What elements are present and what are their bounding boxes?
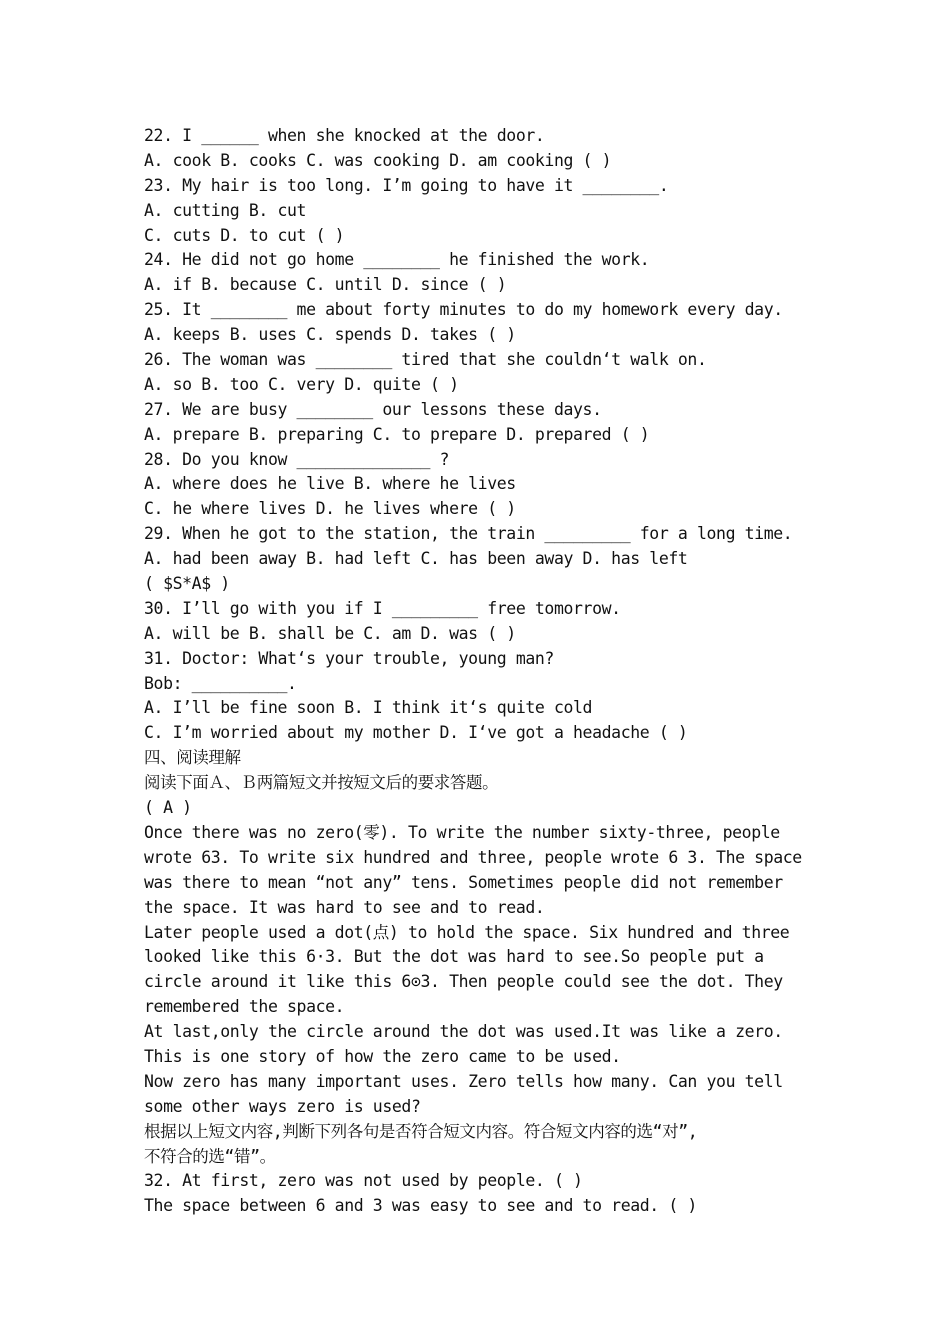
passage-line: the space. It was hard to see and to read.: [144, 897, 545, 917]
passage-line: At last,only the circle around the dot was used.It was like a zero.: [144, 1022, 783, 1042]
section-instructions: 阅读下面Ａ、Ｂ两篇短文并按短文后的要求答题。: [144, 773, 499, 793]
passage-line: Later people used a dot(点) to hold the space. Six hundred and three: [144, 922, 790, 942]
passage-a-label: ( A ): [144, 798, 192, 818]
question-29: 29. When he got to the station, the train _________ for a long time.: [144, 524, 793, 544]
question-31: 31. Doctor: What‘s your trouble, young man?: [144, 648, 554, 668]
question-26-options: A. so B. too C. very D. quite ( ): [144, 374, 459, 394]
passage-line: was there to mean “not any” tens. Sometimes people did not remember: [144, 872, 783, 892]
passage-line: remembered the space.: [144, 997, 345, 1017]
question-22: 22. I ______ when she knocked at the door.: [144, 126, 545, 145]
question-33: The space between 6 and 3 was easy to see and to read. ( ): [144, 1196, 697, 1216]
question-24: 24. He did not go home ________ he finished the work.: [144, 250, 650, 270]
question-26: 26. The woman was ________ tired that she couldn‘t walk on.: [144, 350, 707, 370]
passage-line: This is one story of how the zero came to be used.: [144, 1046, 621, 1066]
question-31-options-2: C. I’m worried about my mother D. I‘ve got a headache ( ): [144, 723, 688, 743]
question-28-options-1: A. where does he live B. where he lives: [144, 474, 516, 494]
question-23-options-1: A. cutting B. cut: [144, 200, 307, 220]
passage-line: wrote 63. To write six hundred and three, people wrote 6 3. The space: [144, 847, 802, 867]
question-30: 30. I’ll go with you if I _________ free tomorrow.: [144, 598, 621, 618]
question-25: 25. It ________ me about forty minutes to do my homework every day.: [144, 300, 783, 320]
document-page: [144, 124, 824, 1219]
passage-line: circle around it like this 6⊙3. Then people could see the dot. They: [144, 972, 783, 992]
question-23: 23. My hair is too long. I’m going to have it ________.: [144, 175, 669, 195]
question-25-options: A. keeps B. uses C. spends D. takes ( ): [144, 325, 516, 345]
question-28-options-2: C. he where lives D. he lives where ( ): [144, 499, 516, 519]
question-23-options-2: C. cuts D. to cut ( ): [144, 225, 345, 245]
question-28: 28. Do you know ______________ ?: [144, 449, 450, 469]
question-29-options: A. had been away B. had left C. has been away D. has left: [144, 549, 688, 569]
passage-line: some other ways zero is used?: [144, 1096, 421, 1116]
section-heading-reading: 四、阅读理解: [144, 748, 241, 768]
question-27-options: A. prepare B. preparing C. to prepare D. prepared ( ): [144, 424, 650, 444]
question-30-options: A. will be B. shall be C. am D. was ( ): [144, 623, 516, 643]
question-22-options: A. cook B. cooks C. was cooking D. am cooking ( ): [144, 150, 612, 170]
passage-line: Once there was no zero(零). To write the number sixty-three, people: [144, 822, 780, 842]
question-32: 32. At first, zero was not used by people. ( ): [144, 1171, 583, 1191]
question-24-options: A. if B. because C. until D. since ( ): [144, 275, 507, 295]
question-31-response: Bob: __________.: [144, 673, 297, 693]
passage-line: Now zero has many important uses. Zero tells how many. Can you tell: [144, 1071, 783, 1091]
question-31-options-1: A. I’ll be fine soon B. I think it‘s quite cold: [144, 698, 593, 718]
passage-line: looked like this 6·3. But the dot was hard to see.So people put a: [144, 947, 764, 967]
question-29-answer-bracket: ( $S*A$ ): [144, 574, 230, 594]
question-27: 27. We are busy ________ our lessons these days.: [144, 399, 602, 419]
judgment-instructions-cont: 不符合的选“错”。: [144, 1146, 276, 1166]
judgment-instructions: 根据以上短文内容,判断下列各句是否符合短文内容。符合短文内容的选“对”,: [144, 1121, 698, 1141]
